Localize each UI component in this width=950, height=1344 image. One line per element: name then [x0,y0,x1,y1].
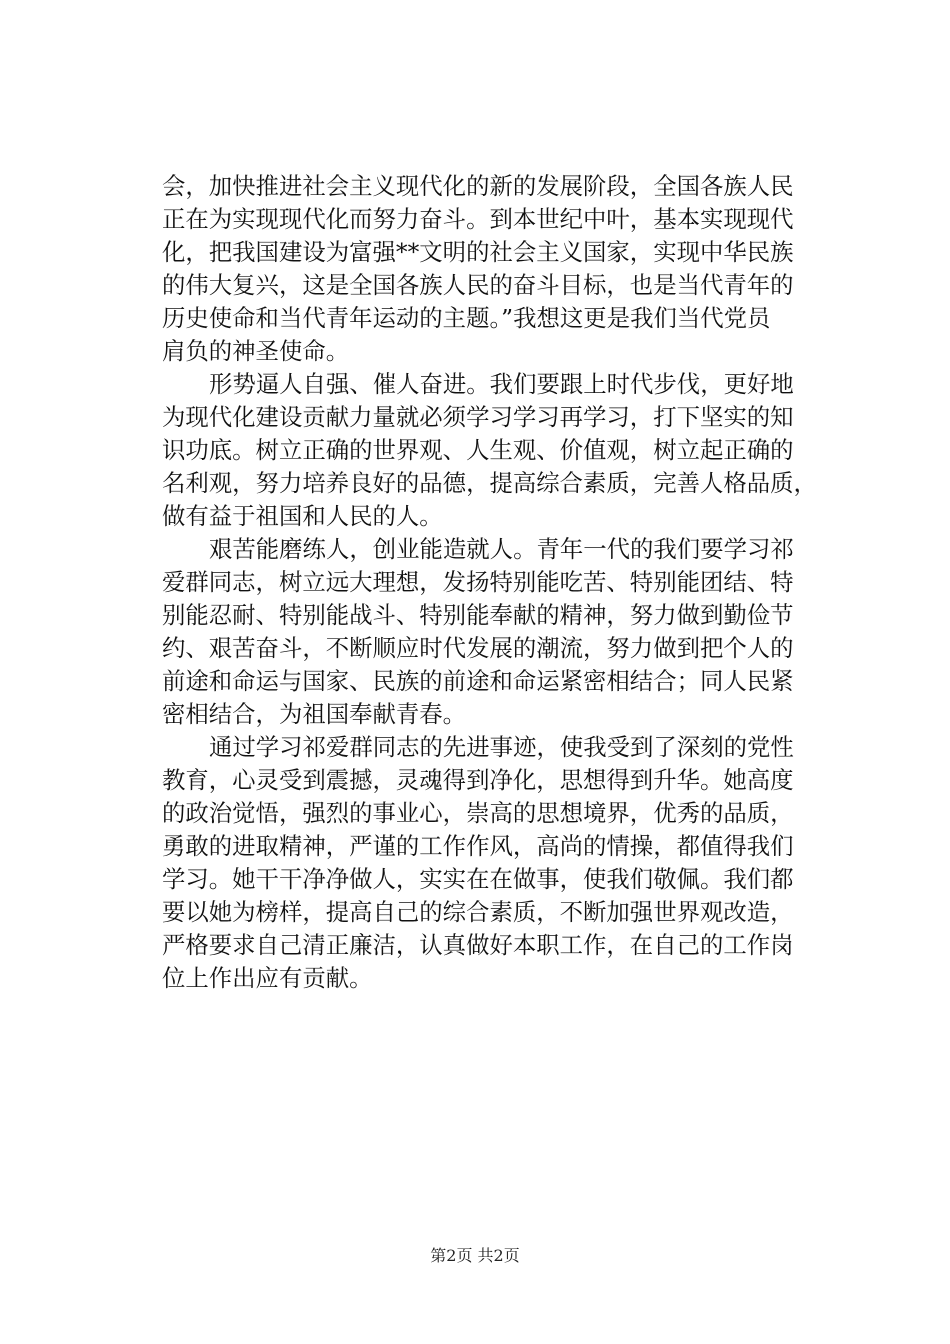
text-line: 的伟大复兴，这是全国各族人民的奋斗目标，也是当代青年的 [162,271,794,299]
text-line: 会，加快推进社会主义现代化的新的发展阶段，全国各族人民 [162,172,794,200]
text-line: 前途和命运与国家、民族的前途和命运紧密相结合；同人民紧 [162,667,794,695]
text-line: 位上作出应有贡献。 [162,964,373,992]
text-line: 肩负的神圣使命。 [162,337,350,365]
text-line: 为现代化建设贡献力量就必须学习学习再学习，打下坚实的知 [162,403,794,431]
page-footer [0,1243,950,1266]
text-line: 学习。她干干净净做人，实实在在做事，使我们敬佩。我们都 [162,865,794,893]
text-line: 密相结合，为祖国奉献青春。 [162,700,467,728]
paragraph-4 [162,731,802,995]
text-line: 化，把我国建设为富强**文明的社会主义国家，实现中华民族 [162,238,794,266]
text-line: 历史使命和当代青年运动的主题。”我想这更是我们当代党员 [162,304,771,332]
paragraph-2 [162,368,817,533]
text-line: 严格要求自己清正廉洁，认真做好本职工作，在自己的工作岗 [162,931,794,959]
text-line: 勇敢的进取精神，严谨的工作作风，高尚的情操，都值得我们 [162,832,794,860]
text-line: 艰苦能磨练人，创业能造就人。青年一代的我们要学习祁 [209,535,794,563]
text-line: 名利观，努力培养良好的品德，提高综合素质，完善人格品质， [162,469,817,497]
text-line: 别能忍耐、特别能战斗、特别能奉献的精神，努力做到勤俭节 [162,601,794,629]
text-line: 识功底。树立正确的世界观、人生观、价值观，树立起正确的 [162,436,794,464]
paragraph-1 [162,170,802,368]
text-line: 正在为实现现代化而努力奋斗。到本世纪中叶，基本实现现代 [162,205,794,233]
document-body [162,170,817,995]
text-line: 通过学习祁爱群同志的先进事迹，使我受到了深刻的党性 [209,733,794,761]
text-line: 爱群同志，树立远大理想，发扬特别能吃苦、特别能团结、特 [162,568,794,596]
text-line: 的政治觉悟，强烈的事业心，崇高的思想境界，优秀的品质， [162,799,794,827]
text-line: 要以她为榜样，提高自己的综合素质，不断加强世界观改造， [162,898,794,926]
page-number-label: 第2页 共2页 [430,1246,520,1265]
text-line: 做有益于祖国和人民的人。 [162,502,443,530]
text-line: 形势逼人自强、催人奋进。我们要跟上时代步伐，更好地 [209,370,794,398]
text-line: 教育，心灵受到震撼，灵魂得到净化，思想得到升华。她高度 [162,766,794,794]
text-line: 约、艰苦奋斗，不断顺应时代发展的潮流，努力做到把个人的 [162,634,794,662]
paragraph-3 [162,533,802,731]
